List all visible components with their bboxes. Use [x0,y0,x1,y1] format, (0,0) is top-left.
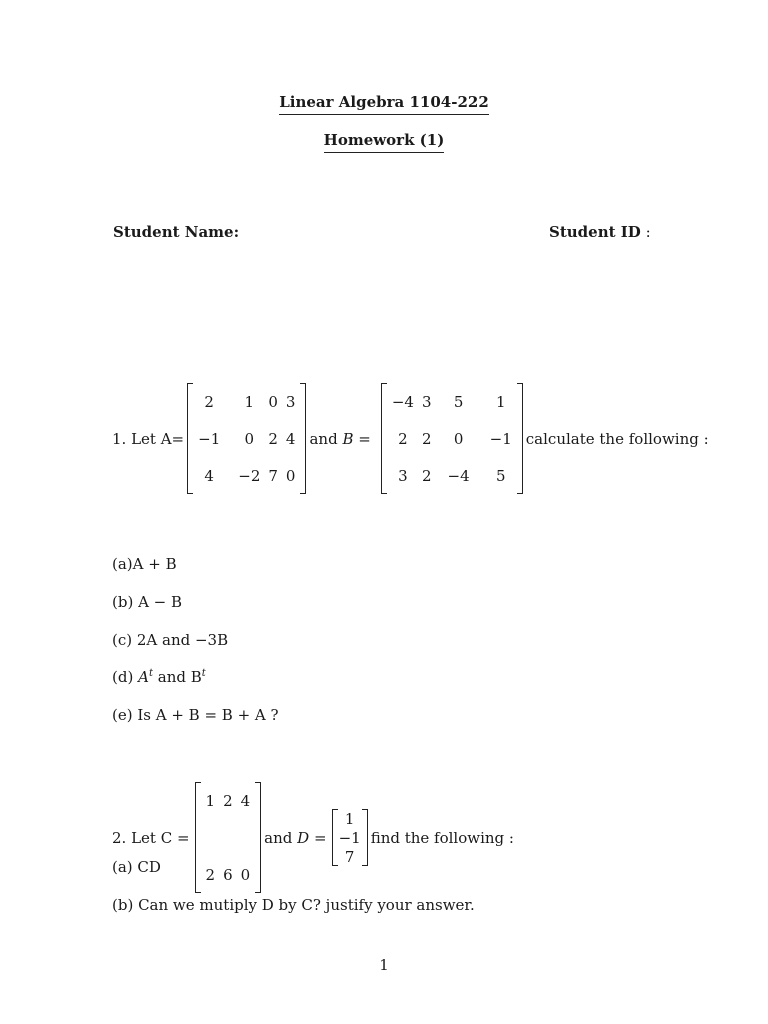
homework-title: Homework (1) [0,131,768,153]
q2-prefix: 2. Let C = [112,828,190,847]
matrix-b: −4 3 5 1 2 2 0 −1 3 2 −4 5 [381,383,523,494]
q2-and-d: and D = [264,828,327,847]
q1-part-e: (e) Is A + B = B + A ? [112,706,279,724]
q1-and-b: and B = [309,429,371,448]
q1-part-b: (b) A − B [112,593,183,611]
student-name-label: Student Name: [113,223,240,241]
q1-part-c: (c) 2A and −3B [112,631,229,649]
q1-suffix: calculate the following : [525,429,709,448]
q1-prefix: 1. Let A= [112,429,185,448]
matrix-d: 1 −1 7 [332,809,368,866]
page-number: 1 [379,956,389,974]
matrix-c: 1 2 4 2 6 0 [195,782,262,893]
q2-part-b: (b) Can we mutiply D by C? justify your answer. [112,896,475,914]
q2-part-a: (a) CD [112,858,161,876]
question-2 [112,782,514,893]
matrix-a: 2 1 0 3 −1 0 2 4 4 −2 7 0 [187,383,306,494]
question-1 [112,383,709,494]
course-title: Linear Algebra 1104-222 [0,93,768,115]
q2-suffix: find the following : [370,828,514,847]
q1-part-a: (a)A + B [112,555,177,573]
student-id-label: Student ID : [549,223,651,241]
q1-part-d: (d) $A^t$ and $B^t$ [112,668,206,686]
